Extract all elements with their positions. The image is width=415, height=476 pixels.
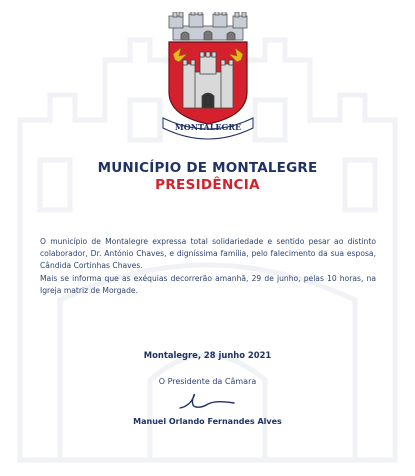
signature-icon [176,390,238,412]
coat-of-arms-icon [159,12,257,140]
message-paragraph-1: O município de Montalegre expressa total solidariedade e sentido pesar ao distinto colaborador, Dr. António Chaves, e digníssima família, pelo falecimento da sua esposa, Cândida Cortinhas Chaves. [40,237,376,271]
mural-crown-icon [169,12,247,40]
page-subtitle: PRESIDÊNCIA [155,177,260,193]
ribbon-text: MONTALEGRE [174,122,242,132]
condolence-message [40,236,376,297]
signatory-name: Manuel Orlando Fernandes Alves [133,417,282,426]
signatory-role: O Presidente da Câmara [158,377,257,386]
header [0,160,415,194]
place-date: Montalegre, 28 junho 2021 [143,350,272,360]
page-title: MUNICÍPIO DE MONTALEGRE [97,160,318,176]
message-paragraph-2: Mais se informa que as exéquias decorrerão amanhã, 29 de junho, pelas 10 horas, na Igreja matriz de Morgade. [40,273,376,295]
